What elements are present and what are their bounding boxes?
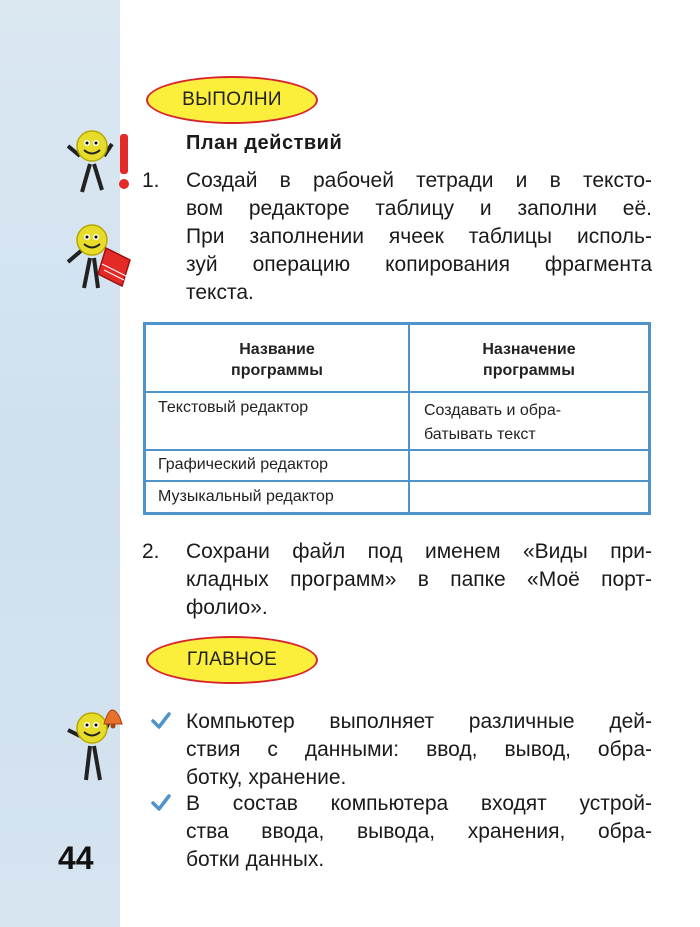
table-header-purpose: [410, 339, 648, 381]
cell-line: Создавать и обра-: [424, 402, 562, 419]
checkmark-icon: [150, 792, 172, 814]
summary-line: ствия с данными: ввод, вывод, обра-: [186, 738, 652, 761]
table-cell: Музыкальный редактор: [158, 488, 334, 505]
step-number: 1.: [142, 169, 160, 192]
step-line: вом редакторе таблицу и заполни её.: [186, 197, 652, 220]
step-line: Сохрани файл под именем «Виды при-: [186, 540, 652, 563]
step-line: текста.: [186, 281, 254, 304]
plan-title: План действий: [186, 132, 343, 154]
do-it-label: ВЫПОЛНИ: [146, 76, 318, 124]
table-cell: Графический редактор: [158, 456, 329, 473]
table-divider: [146, 449, 648, 451]
step-line: зуй операцию копирования фрагмента: [186, 253, 652, 276]
header-line: программы: [231, 362, 323, 379]
summary-item: [186, 708, 652, 792]
step-1: [142, 167, 652, 307]
step-line: фолио».: [186, 596, 268, 619]
summary-line: В состав компьютера входят устрой-: [186, 792, 652, 815]
checkmark-icon: [150, 710, 172, 732]
step-line: кладных программ» в папке «Моё порт-: [186, 568, 652, 591]
smiley-bell-icon: [62, 702, 134, 786]
summary-line: ботку, хранение.: [186, 766, 347, 789]
page-number: 44: [58, 840, 94, 876]
cell-line: батывать текст: [424, 426, 536, 443]
programs-table: [143, 322, 651, 515]
step-2: [142, 538, 652, 622]
summary-line: ства ввода, вывода, хранения, обра-: [186, 820, 652, 843]
step-line: При заполнении ячеек таблицы исполь-: [186, 225, 652, 248]
step-line: Создай в рабочей тетради и в тексто-: [186, 169, 652, 192]
smiley-exclamation-icon: [62, 124, 134, 200]
summary-line: Компьютер выполняет различные дей-: [186, 710, 652, 733]
table-divider: [146, 480, 648, 482]
header-line: Назначение: [482, 341, 576, 358]
table-divider: [146, 391, 648, 393]
table-header-name: [146, 339, 408, 381]
header-line: программы: [483, 362, 575, 379]
main-label: ГЛАВНОЕ: [146, 636, 318, 684]
summary-line: ботки данных.: [186, 848, 325, 871]
step-number: 2.: [142, 540, 160, 563]
summary-item: [186, 790, 652, 874]
table-cell: Текстовый редактор: [158, 399, 309, 416]
table-cell: [424, 399, 561, 447]
smiley-laptop-icon: [62, 218, 134, 294]
header-line: Название: [239, 341, 315, 358]
